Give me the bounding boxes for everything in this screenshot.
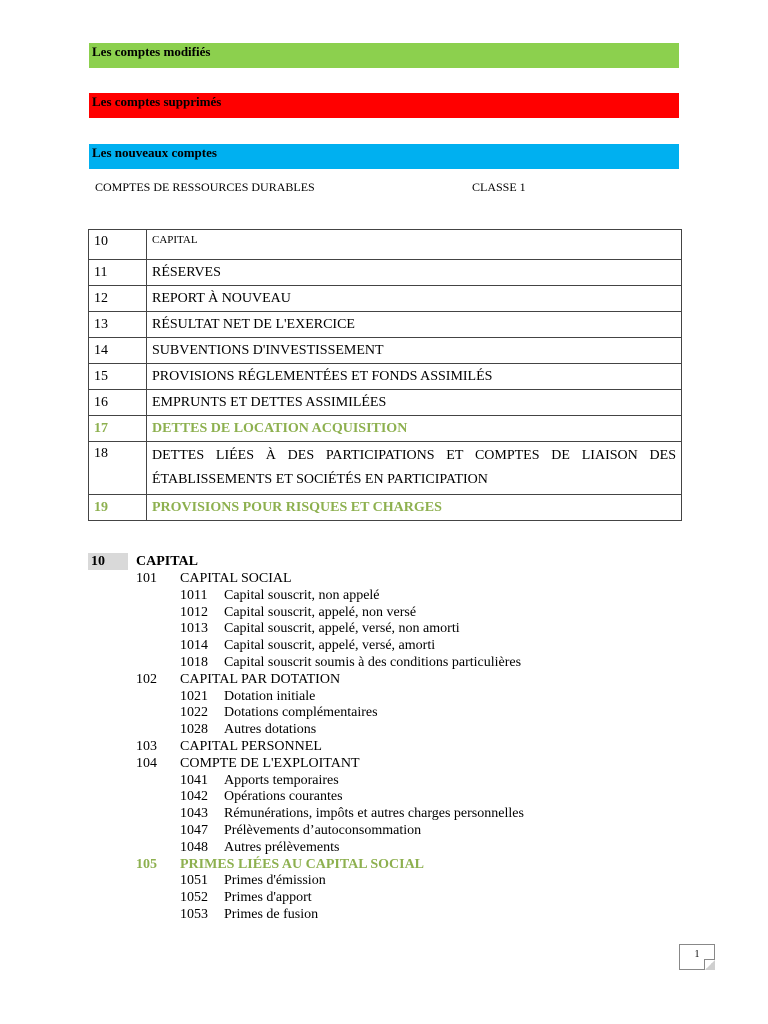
account-label: Autres prélèvements [224,840,340,855]
table-row [89,338,682,364]
class-title: CAPITAL [136,554,198,569]
account-number: 10 [89,230,147,260]
account-number: 18 [89,442,147,495]
account-number: 14 [89,338,147,364]
account-code: 1052 [180,890,208,905]
account-label: Capital souscrit, appelé, non versé [224,605,417,620]
account-code: 1011 [180,588,208,603]
account-label: Capital souscrit, appelé, versé, non amorti [224,621,460,636]
account-code: 1014 [180,638,208,653]
table-row [89,390,682,416]
account-code: 103 [136,739,157,754]
account-number: 13 [89,312,147,338]
account-label: Capital souscrit, non appelé [224,588,380,603]
account-label: COMPTE DE L'EXPLOITANT [180,756,360,771]
account-code: 102 [136,672,157,687]
account-number: 12 [89,286,147,312]
account-label: Dotations complémentaires [224,705,378,720]
account-code: 1021 [180,689,208,704]
account-label: Apports temporaires [224,773,339,788]
account-label: Prélèvements d’autoconsommation [224,823,422,838]
account-code: 1018 [180,655,208,670]
account-label: DETTES LIÉES À DES PARTICIPATIONS ET COMPTES DE LIAISON DES ÉTABLISSEMENTS ET SOCIÉTÉS EN PARTICIPATION [147,442,682,495]
account-number: 17 [89,416,147,442]
legend-modified-accounts: Les comptes modifiés [89,43,679,68]
page-fold-corner [704,959,715,970]
account-number: 11 [89,260,147,286]
account-code: 1051 [180,873,208,888]
account-label: Opérations courantes [224,789,343,804]
account-label: CAPITAL PAR DOTATION [180,672,341,687]
table-row [89,442,682,495]
account-label: CAPITAL PERSONNEL [180,739,322,754]
legend-new-accounts: Les nouveaux comptes [89,144,679,169]
section-title: COMPTES DE RESSOURCES DURABLES [95,180,315,194]
account-code: 1043 [180,806,208,821]
table-row [89,364,682,390]
account-label: CAPITAL SOCIAL [180,571,292,586]
account-label: Dotation initiale [224,689,316,704]
account-label: Primes d'émission [224,873,326,888]
account-code: 1048 [180,840,208,855]
account-label: Capital souscrit soumis à des conditions particulières [224,655,522,670]
account-code: 104 [136,756,157,771]
account-number: 16 [89,390,147,416]
account-label: RÉSULTAT NET DE L'EXERCICE [147,312,682,338]
class-label: CLASSE 1 [472,180,526,194]
class-number: 10 [88,553,128,570]
account-number: 15 [89,364,147,390]
account-number: 19 [89,495,147,521]
account-code: 1013 [180,621,208,636]
account-label: Rémunérations, impôts et autres charges personnelles [224,806,524,821]
account-code: 1022 [180,705,208,720]
page-number: 1 [694,949,700,960]
table-row [89,260,682,286]
table-row [89,312,682,338]
table-row-modified [89,495,682,521]
account-label: RÉSERVES [147,260,682,286]
account-code: 1041 [180,773,208,788]
account-code: 1047 [180,823,208,838]
account-label: EMPRUNTS ET DETTES ASSIMILÉES [147,390,682,416]
account-code: 1012 [180,605,208,620]
account-code: 1028 [180,722,208,737]
account-code: 101 [136,571,157,586]
account-code: 105 [136,857,157,872]
table-row-modified [89,416,682,442]
account-label: PRIMES LIÉES AU CAPITAL SOCIAL [180,857,425,872]
account-label: Primes de fusion [224,907,319,922]
accounts-summary-table [88,229,682,521]
account-label: Capital souscrit, appelé, versé, amorti [224,638,436,653]
account-label: PROVISIONS RÉGLEMENTÉES ET FONDS ASSIMILÉS [147,364,682,390]
page-number-box [679,944,715,970]
table-row [89,286,682,312]
table-row [89,230,682,260]
account-code: 1053 [180,907,208,922]
account-code: 1042 [180,789,208,804]
account-label: Primes d'apport [224,890,312,905]
account-label: DETTES DE LOCATION ACQUISITION [147,416,682,442]
account-label: SUBVENTIONS D'INVESTISSEMENT [147,338,682,364]
legend-deleted-accounts: Les comptes supprimés [89,93,679,118]
account-label: Autres dotations [224,722,317,737]
account-label: CAPITAL [147,230,682,260]
account-label: PROVISIONS POUR RISQUES ET CHARGES [147,495,682,521]
account-label: REPORT À NOUVEAU [147,286,682,312]
